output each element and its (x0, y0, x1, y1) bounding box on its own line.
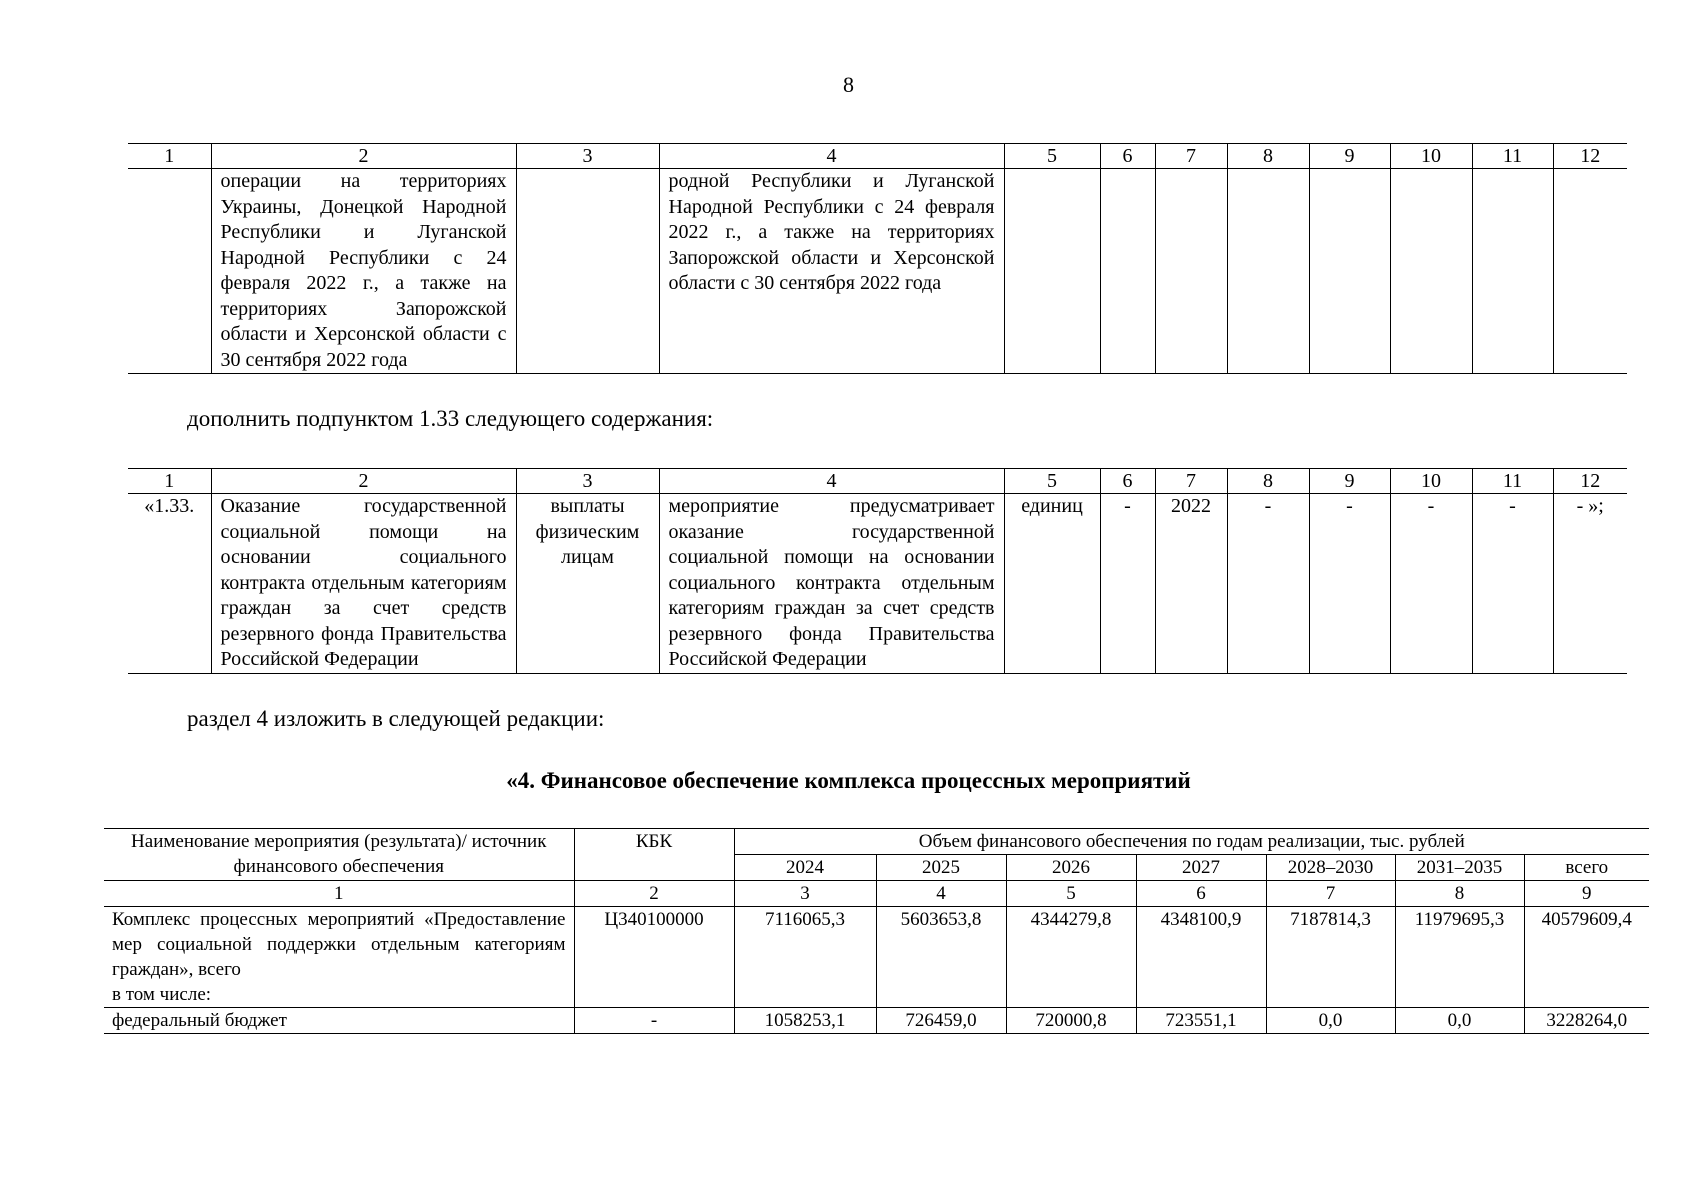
cell-type: выплаты физическим лицам (516, 494, 659, 674)
row-name (104, 907, 574, 1008)
cell-unit: единиц (1004, 494, 1100, 674)
continuation-table (128, 143, 1627, 374)
row-name-text: Комплекс процессных мероприятий «Предоставление мер социальной поддержки отдельным категориям граждан», всего (112, 909, 566, 980)
column-number-row (104, 881, 1649, 907)
col-num: 5 (1004, 144, 1100, 169)
col-num: 2 (211, 144, 516, 169)
col-num: 5 (1004, 469, 1100, 494)
subitem-table (128, 468, 1627, 674)
col-num: 1 (128, 144, 211, 169)
row-value: 4344279,8 (1006, 907, 1136, 1008)
cell-value: - »; (1553, 494, 1627, 674)
table-row (104, 1008, 1649, 1034)
row-value: 7116065,3 (734, 907, 876, 1008)
row-value: 0,0 (1266, 1008, 1395, 1034)
total-header: всего (1524, 855, 1649, 881)
amendment-paragraph: раздел 4 изложить в следующей редакции: (187, 706, 605, 731)
financing-table (104, 828, 1649, 1034)
cell-value: - (1100, 494, 1155, 674)
col-num: 7 (1155, 144, 1227, 169)
col-num: 4 (659, 144, 1004, 169)
col-num: 6 (1136, 881, 1266, 907)
col-num: 1 (128, 469, 211, 494)
row-kbk: Ц340100000 (574, 907, 734, 1008)
year-header: 2025 (876, 855, 1006, 881)
cell-value: - (1309, 494, 1390, 674)
cell-year: 2022 (1155, 494, 1227, 674)
col-num: 4 (876, 881, 1006, 907)
section-title: «4. Финансовое обеспечение комплекса процессных мероприятий (506, 768, 1191, 793)
col-num: 11 (1472, 469, 1553, 494)
cell-type (516, 169, 659, 374)
col-num: 3 (734, 881, 876, 907)
cell-value: - (1227, 494, 1309, 674)
page-number: 8 (843, 72, 854, 97)
row-kbk: - (574, 1008, 734, 1034)
year-header: 2031–2035 (1395, 855, 1524, 881)
cell-value: - (1390, 494, 1472, 674)
column-number-row (128, 469, 1627, 494)
row-value: 723551,1 (1136, 1008, 1266, 1034)
row-value: 1058253,1 (734, 1008, 876, 1034)
col-num: 10 (1390, 144, 1472, 169)
col-num: 7 (1155, 469, 1227, 494)
cell-description: операции на территориях Украины, Донецкой Народной Республики и Луганской Народной Республики с 24 февраля 2022 г., а также на территориях Запорожской области и Херсонской области с 30 сентября 2022 года (211, 169, 516, 374)
cell-value (1553, 169, 1627, 374)
col-num: 9 (1309, 469, 1390, 494)
row-value: 11979695,3 (1395, 907, 1524, 1008)
cell-description: Оказание государственной социальной помощи на основании социального контракта отдельным категориям граждан за счет средств резервного фонда Правительства Российской Федерации (211, 494, 516, 674)
table-row (128, 494, 1627, 674)
col-num: 9 (1524, 881, 1649, 907)
col-num: 9 (1309, 144, 1390, 169)
col-num: 5 (1006, 881, 1136, 907)
row-total: 3228264,0 (1524, 1008, 1649, 1034)
row-name-sub: в том числе: (112, 984, 212, 1005)
row-value: 726459,0 (876, 1008, 1006, 1034)
amendment-paragraph: дополнить подпунктом 1.33 следующего содержания: (187, 406, 714, 431)
col-num: 3 (516, 469, 659, 494)
header-volume: Объем финансового обеспечения по годам реализации, тыс. рублей (734, 829, 1649, 855)
row-value: 7187814,3 (1266, 907, 1395, 1008)
col-num: 12 (1553, 144, 1627, 169)
col-num: 6 (1100, 469, 1155, 494)
row-value: 4348100,9 (1136, 907, 1266, 1008)
col-num: 11 (1472, 144, 1553, 169)
year-header: 2024 (734, 855, 876, 881)
cell-value (1100, 169, 1155, 374)
col-num: 6 (1100, 144, 1155, 169)
col-num: 7 (1266, 881, 1395, 907)
cell-characteristic: родной Республики и Луганской Народной Республики с 24 февраля 2022 г., а также на территориях Запорожской области и Херсонской области с 30 сентября 2022 года (659, 169, 1004, 374)
col-num: 2 (574, 881, 734, 907)
cell-value: - (1472, 494, 1553, 674)
year-header: 2027 (1136, 855, 1266, 881)
row-value: 0,0 (1395, 1008, 1524, 1034)
col-num: 2 (211, 469, 516, 494)
table-row (104, 907, 1649, 1008)
cell-value (1390, 169, 1472, 374)
cell-value (1155, 169, 1227, 374)
col-num: 12 (1553, 469, 1627, 494)
header-row (104, 829, 1649, 855)
col-num: 8 (1227, 469, 1309, 494)
col-num: 10 (1390, 469, 1472, 494)
col-num: 8 (1227, 144, 1309, 169)
cell-value (1472, 169, 1553, 374)
col-num: 1 (104, 881, 574, 907)
row-value: 720000,8 (1006, 1008, 1136, 1034)
year-header: 2026 (1006, 855, 1136, 881)
cell-unit (1004, 169, 1100, 374)
row-total: 40579609,4 (1524, 907, 1649, 1008)
cell-number: «1.33. (128, 494, 211, 674)
column-number-row (128, 144, 1627, 169)
table-row (128, 169, 1627, 374)
cell-number (128, 169, 211, 374)
cell-value (1309, 169, 1390, 374)
cell-characteristic: мероприятие предусматривает оказание государственной социальной помощи на основании социального контракта отдельным категориям граждан за счет средств резервного фонда Правительства Российской Федерации (659, 494, 1004, 674)
year-header: 2028–2030 (1266, 855, 1395, 881)
col-num: 4 (659, 469, 1004, 494)
row-value: 5603653,8 (876, 907, 1006, 1008)
header-kbk: КБК (574, 829, 734, 881)
header-name: Наименование мероприятия (результата)/ источник финансового обеспечения (104, 829, 574, 881)
col-num: 3 (516, 144, 659, 169)
col-num: 8 (1395, 881, 1524, 907)
cell-value (1227, 169, 1309, 374)
row-name: федеральный бюджет (104, 1008, 574, 1034)
